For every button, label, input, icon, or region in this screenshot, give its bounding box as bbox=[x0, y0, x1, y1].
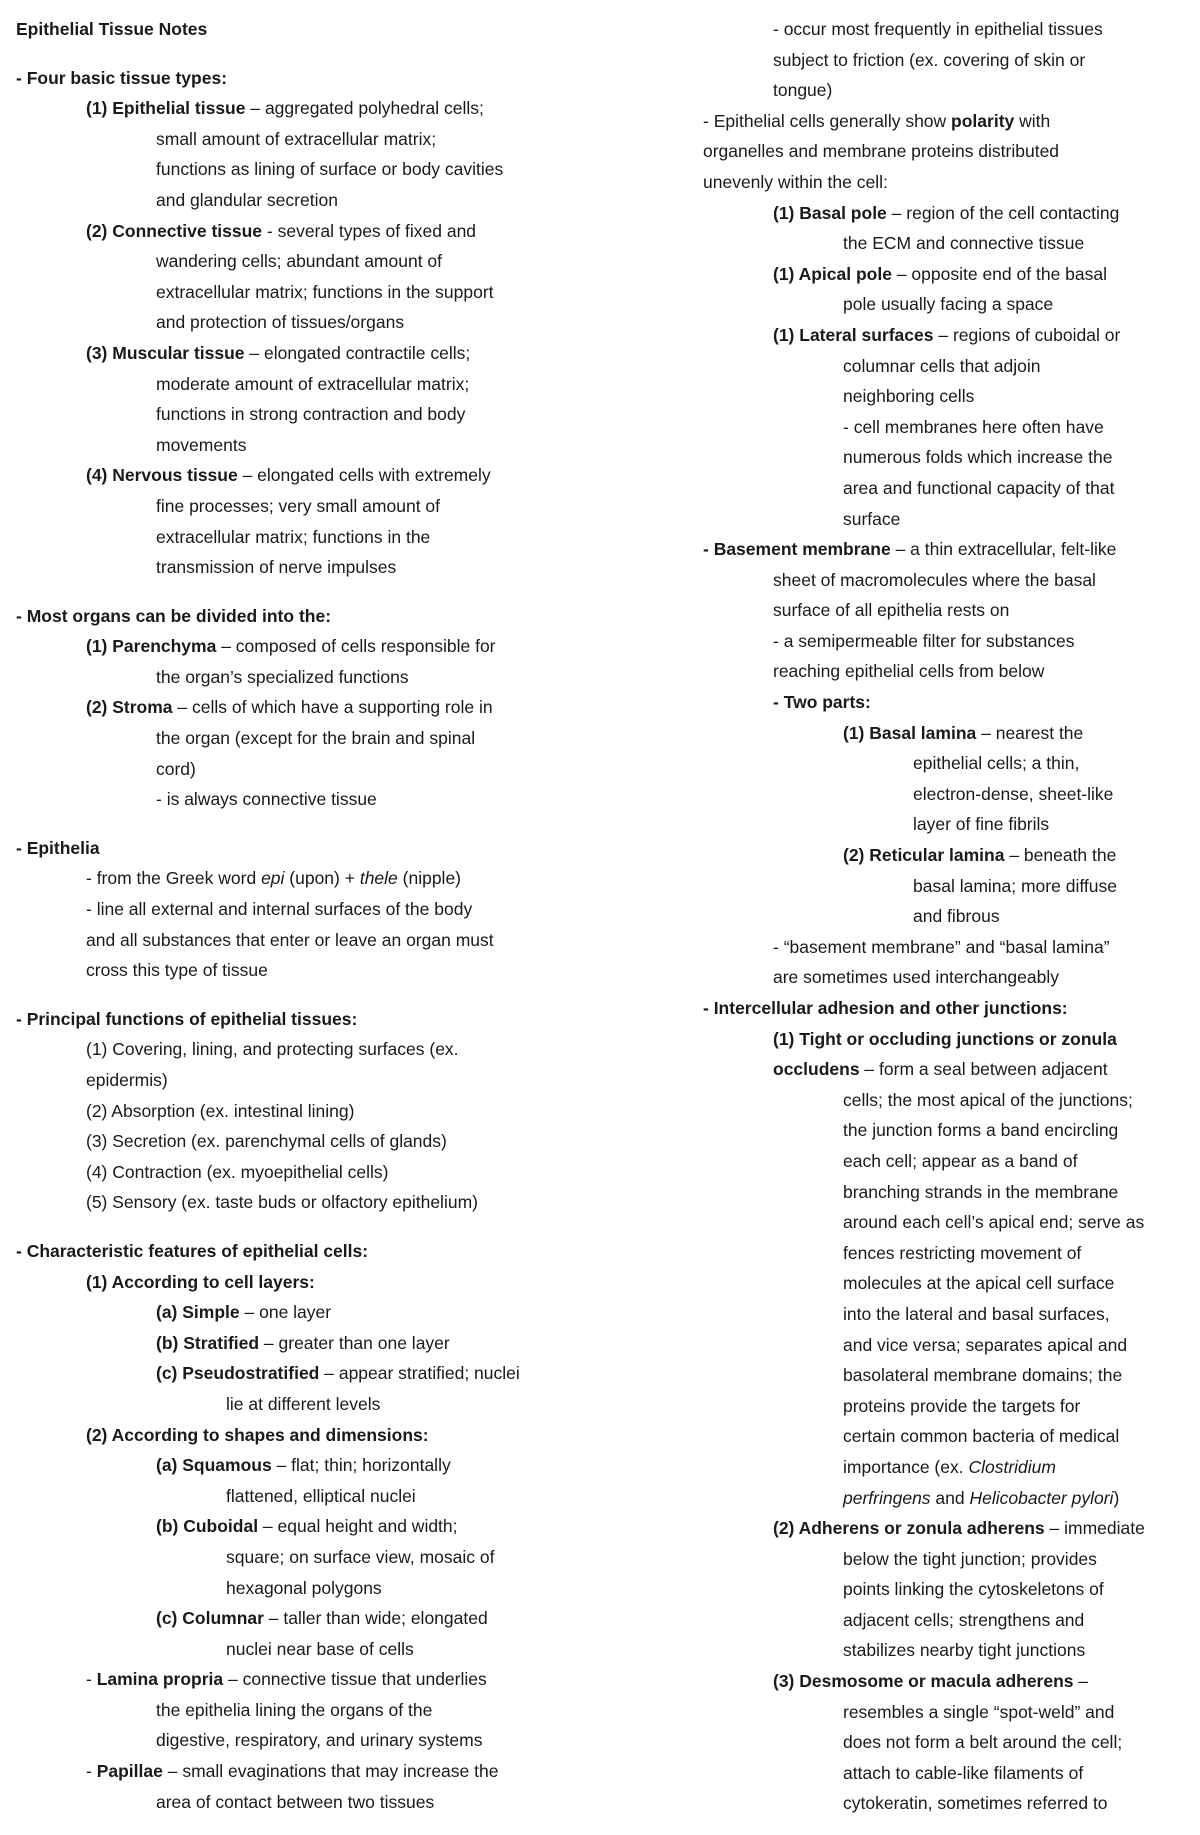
right-column bbox=[703, 14, 1193, 1819]
shape-line: hexagonal polygons bbox=[226, 1577, 382, 1598]
tissue-line: extracellular matrix; functions in the bbox=[156, 526, 431, 547]
subheading-shapes: (2) According to shapes and dimensions: bbox=[86, 1424, 429, 1445]
adherens-line: stabilizes nearby tight junctions bbox=[843, 1640, 1086, 1661]
basal-lamina-line: epithelial cells; a thin, bbox=[913, 753, 1080, 774]
function-item: epidermis) bbox=[86, 1070, 168, 1090]
adherens-line: points linking the cytoskeletons of bbox=[843, 1579, 1104, 1600]
subheading-cell-layers: (1) According to cell layers: bbox=[86, 1271, 315, 1292]
tight-junction-line: molecules at the apical cell surface bbox=[843, 1273, 1115, 1294]
basement-line: - a semipermeable filter for substances bbox=[773, 630, 1075, 651]
basal-lamina-line: layer of fine fibrils bbox=[913, 814, 1050, 835]
tight-junction-line: into the lateral and basal surfaces, bbox=[843, 1303, 1110, 1324]
two-parts: - Two parts: bbox=[773, 692, 871, 713]
reticular-lamina-line: basal lamina; more diffuse bbox=[913, 875, 1117, 896]
continuation-line: subject to friction (ex. covering of skin or bbox=[773, 49, 1086, 70]
tight-junction-line: fences restricting movement of bbox=[843, 1242, 1082, 1263]
tissue-epithelial: (1) Epithelial tissue – aggregated polyhedral cells; bbox=[86, 98, 484, 119]
polarity-intro: - Epithelial cells generally show polarity with bbox=[703, 110, 1051, 131]
tissue-line: wandering cells; abundant amount of bbox=[156, 251, 443, 272]
shape-line: flattened, elliptical nuclei bbox=[226, 1485, 416, 1506]
desmosome: (3) Desmosome or macula adherens – bbox=[773, 1671, 1089, 1692]
polarity-line: organelles and membrane proteins distributed bbox=[703, 141, 1060, 162]
tissue-nervous: (4) Nervous tissue – elongated cells with extremely bbox=[86, 465, 491, 486]
tissue-line: functions as lining of surface or body cavities bbox=[156, 159, 504, 180]
layer-stratified: (b) Stratified – greater than one layer bbox=[156, 1332, 450, 1353]
tight-junction-line: around each cell’s apical end; serve as bbox=[843, 1212, 1145, 1233]
shape-columnar: (c) Columnar – taller than wide; elongated bbox=[156, 1608, 488, 1629]
tissue-line: movements bbox=[156, 434, 247, 455]
tissue-line: extracellular matrix; functions in the support bbox=[156, 281, 494, 302]
papillae: - Papillae – small evaginations that may increase the bbox=[86, 1761, 499, 1782]
organ-line: cord) bbox=[156, 758, 196, 779]
function-item: (1) Covering, lining, and protecting surfaces (ex. bbox=[86, 1039, 459, 1060]
lamina-propria-line: the epithelia lining the organs of the bbox=[156, 1699, 433, 1720]
layer-simple: (a) Simple – one layer bbox=[156, 1302, 332, 1323]
basement-note: are sometimes used interchangeably bbox=[773, 967, 1059, 988]
tight-junction-line: branching strands in the membrane bbox=[843, 1181, 1119, 1202]
organ-parenchyma: (1) Parenchyma – composed of cells responsible for bbox=[86, 636, 496, 657]
lateral-line: - cell membranes here often have bbox=[843, 416, 1104, 437]
lateral-line: neighboring cells bbox=[843, 386, 975, 407]
tight-junction-line: the junction forms a band encircling bbox=[843, 1120, 1119, 1141]
heading-four-tissue-types: - Four basic tissue types: bbox=[16, 67, 228, 88]
basal-pole-line: the ECM and connective tissue bbox=[843, 233, 1085, 254]
lamina-propria-line: digestive, respiratory, and urinary systems bbox=[156, 1730, 483, 1751]
tight-junction-line: basolateral membrane domains; the bbox=[843, 1365, 1123, 1386]
tight-junction-line: certain common bacteria of medical bbox=[843, 1426, 1120, 1447]
heading-junctions: - Intercellular adhesion and other junctions: bbox=[703, 998, 1068, 1018]
lateral-line: area and functional capacity of that bbox=[843, 477, 1115, 498]
tissue-line: moderate amount of extracellular matrix; bbox=[156, 373, 470, 394]
continuation-line: - occur most frequently in epithelial tissues bbox=[773, 19, 1103, 39]
tight-junction-line: each cell; appear as a band of bbox=[843, 1150, 1078, 1171]
tissue-line: and protection of tissues/organs bbox=[156, 312, 405, 333]
reticular-lamina-line: and fibrous bbox=[913, 906, 1000, 927]
organ-line: the organ’s specialized functions bbox=[156, 666, 409, 687]
function-item: (3) Secretion (ex. parenchymal cells of glands) bbox=[86, 1131, 447, 1152]
tissue-line: and glandular secretion bbox=[156, 189, 338, 210]
tight-junction-line: and vice versa; separates apical and bbox=[843, 1334, 1128, 1355]
shape-squamous: (a) Squamous – flat; thin; horizontally bbox=[156, 1455, 451, 1476]
organ-stroma: (2) Stroma – cells of which have a supporting role in bbox=[86, 697, 493, 718]
left-column bbox=[16, 14, 596, 1817]
basal-lamina-line: electron-dense, sheet-like bbox=[913, 783, 1114, 804]
tissue-muscular: (3) Muscular tissue – elongated contractile cells; bbox=[86, 342, 471, 363]
heading-functions: - Principal functions of epithelial tissues: bbox=[16, 1008, 358, 1029]
function-item: (5) Sensory (ex. taste buds or olfactory epithelium) bbox=[86, 1192, 478, 1213]
desmosome-line: resembles a single “spot-weld” and bbox=[843, 1701, 1115, 1722]
shape-line: nuclei near base of cells bbox=[226, 1638, 414, 1659]
function-item: (2) Absorption (ex. intestinal lining) bbox=[86, 1100, 355, 1121]
heading-organs: - Most organs can be divided into the: bbox=[16, 605, 332, 626]
adherens-line: adjacent cells; strengthens and bbox=[843, 1609, 1085, 1630]
adherens-junction: (2) Adherens or zonula adherens – immediate bbox=[773, 1518, 1145, 1539]
layer-pseudostratified: (c) Pseudostratified – appear stratified; nuclei bbox=[156, 1363, 520, 1384]
lateral-surfaces: (1) Lateral surfaces – regions of cuboidal or bbox=[773, 324, 1121, 345]
lateral-line: columnar cells that adjoin bbox=[843, 355, 1041, 376]
layer-line: lie at different levels bbox=[226, 1393, 381, 1414]
apical-pole-line: pole usually facing a space bbox=[843, 294, 1054, 315]
lamina-propria: - Lamina propria – connective tissue that underlies bbox=[86, 1669, 487, 1690]
tight-junction-title: (1) Tight or occluding junctions or zonula bbox=[773, 1028, 1117, 1049]
tight-junction-line: proteins provide the targets for bbox=[843, 1395, 1081, 1416]
organ-line: - is always connective tissue bbox=[156, 789, 377, 810]
epithelia-line: cross this type of tissue bbox=[86, 960, 268, 981]
tight-junction-line: perfringens and Helicobacter pylori) bbox=[843, 1487, 1120, 1508]
tissue-line: fine processes; very small amount of bbox=[156, 495, 441, 516]
basement-membrane: - Basement membrane – a thin extracellular, felt-like bbox=[703, 539, 1117, 560]
continuation-line: tongue) bbox=[773, 80, 833, 101]
heading-characteristics: - Characteristic features of epithelial cells: bbox=[16, 1240, 369, 1261]
basement-line: surface of all epithelia rests on bbox=[773, 600, 1010, 621]
adherens-line: below the tight junction; provides bbox=[843, 1548, 1097, 1569]
tight-junction: occludens – form a seal between adjacent bbox=[773, 1059, 1108, 1080]
epithelia-line: and all substances that enter or leave an organ must bbox=[86, 929, 494, 950]
shape-cuboidal: (b) Cuboidal – equal height and width; bbox=[156, 1516, 458, 1537]
tissue-line: transmission of nerve impulses bbox=[156, 557, 397, 578]
tissue-connective: (2) Connective tissue - several types of fixed and bbox=[86, 220, 477, 241]
polarity-line: unevenly within the cell: bbox=[703, 171, 888, 192]
basement-note: - “basement membrane” and “basal lamina” bbox=[773, 936, 1110, 957]
reticular-lamina: (2) Reticular lamina – beneath the bbox=[843, 845, 1117, 866]
shape-line: square; on surface view, mosaic of bbox=[226, 1546, 495, 1567]
desmosome-line: does not form a belt around the cell; bbox=[843, 1732, 1123, 1753]
lateral-line: surface bbox=[843, 508, 901, 529]
epithelia-etymology: - from the Greek word epi (upon) + thele (nipple) bbox=[86, 868, 462, 889]
lateral-line: numerous folds which increase the bbox=[843, 447, 1113, 468]
basal-lamina: (1) Basal lamina – nearest the bbox=[843, 722, 1084, 743]
basement-line: reaching epithelial cells from below bbox=[773, 661, 1045, 682]
epithelia-line: - line all external and internal surfaces of the body bbox=[86, 899, 473, 920]
papillae-line: area of contact between two tissues bbox=[156, 1791, 435, 1812]
apical-pole: (1) Apical pole – opposite end of the basal bbox=[773, 263, 1107, 284]
desmosome-line: cytokeratin, sometimes referred to bbox=[843, 1793, 1108, 1814]
basement-line: sheet of macromolecules where the basal bbox=[773, 569, 1096, 590]
organ-line: the organ (except for the brain and spinal bbox=[156, 728, 476, 749]
basal-pole: (1) Basal pole – region of the cell contacting bbox=[773, 202, 1120, 223]
heading-epithelia: - Epithelia bbox=[16, 837, 100, 858]
tissue-line: small amount of extracellular matrix; bbox=[156, 128, 437, 149]
page-title: Epithelial Tissue Notes bbox=[16, 19, 208, 39]
tight-junction-line: cells; the most apical of the junctions; bbox=[843, 1089, 1133, 1110]
function-item: (4) Contraction (ex. myoepithelial cells) bbox=[86, 1161, 389, 1182]
tissue-line: functions in strong contraction and body bbox=[156, 404, 466, 425]
desmosome-line: attach to cable-like filaments of bbox=[843, 1762, 1084, 1783]
tight-junction-line: importance (ex. Clostridium bbox=[843, 1456, 1056, 1477]
